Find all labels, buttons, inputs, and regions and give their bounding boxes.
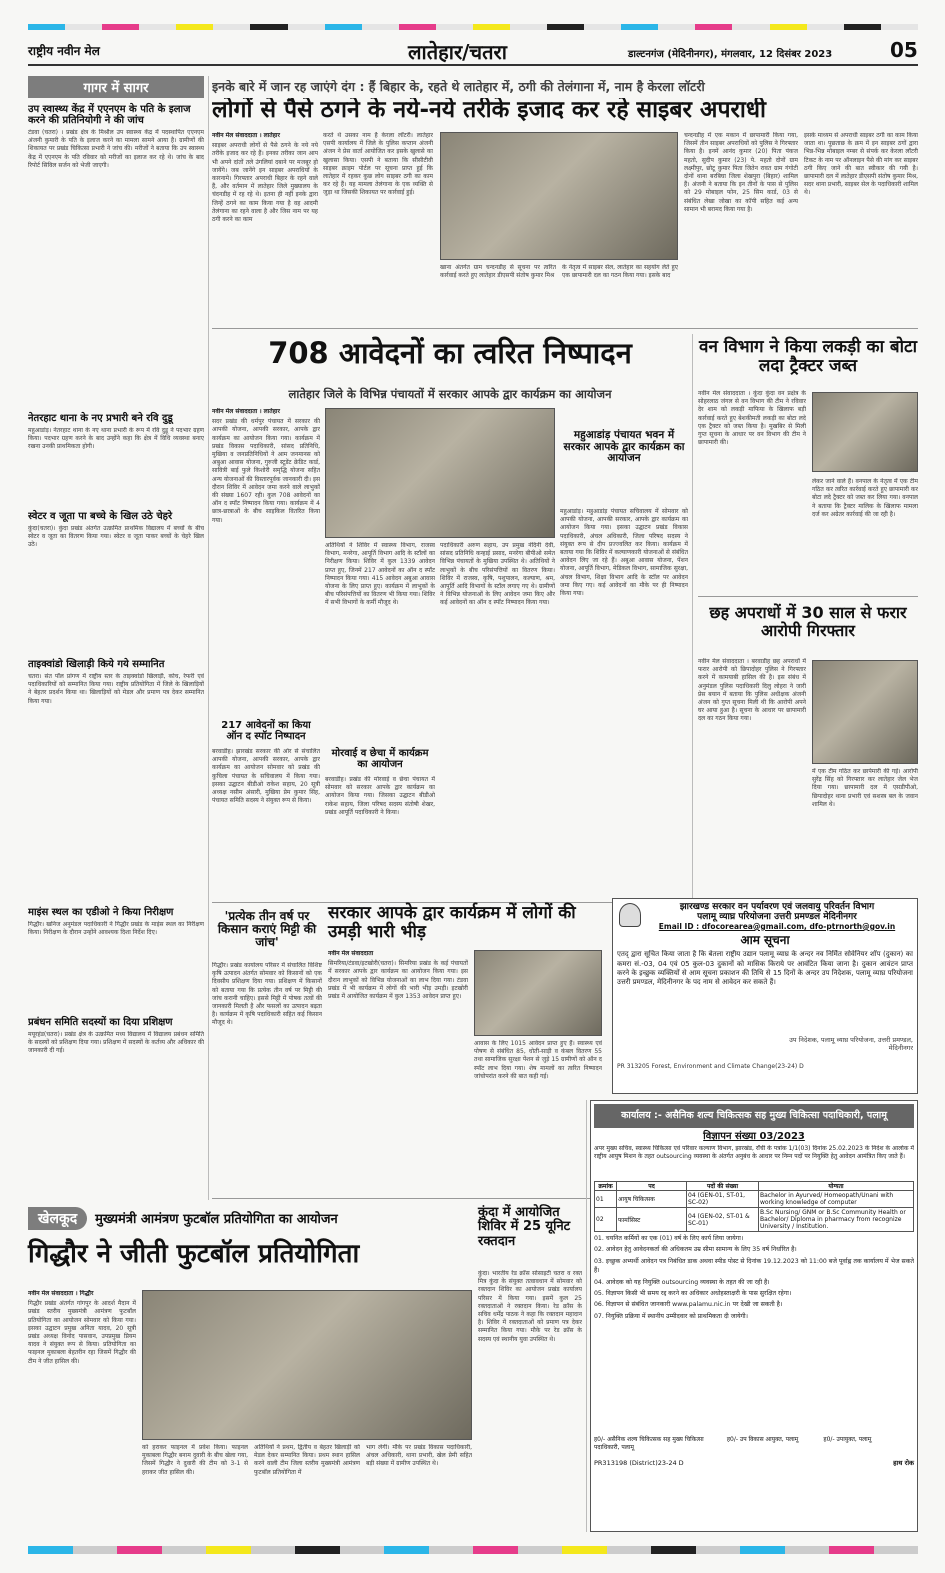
photo-seized-tractor — [812, 392, 918, 472]
ad-stamp: हाथ रोक — [893, 1459, 914, 1467]
brief-headline: नेतरहाट थाना के नए प्रभारी बने रवि दुडू — [28, 413, 173, 424]
sidebar-banner: गागर में सागर — [28, 76, 204, 98]
story-headline: छह अपराधों में 30 साल से फरार आरोपी गिरफ्तार — [709, 603, 907, 640]
story-body: बरवाडीह। झारखंड सरकार की ओर से संचालित आपकी योजना, आपकी सरकार, आपके द्वार कार्यक्रम का आयोजन सोमवार को प्रखंड की कुचिला पंचायत के सचिवालय में किया गया। इसका उद्घाटन बीडीओ राकेश सहाय, 20 सूत्री अध्यक्ष नसीम अंसारी, मुखिया प्रेम कुमार सिंह, पंचायत समिति सदस्य ने संयुक्त रूप से किया। — [212, 748, 320, 805]
story-body: लेकर जाने वाले हैं। वनपाल के नेतृत्व में एक टीम गठित कर त्वरित कार्रवाई करते हुए छापामारी कर बोटा लदे ट्रैक्टर को जब्त कर लिया गया। वनपाल ने बताया कि ट्रैक्टर मालिक के खिलाफ मामला दर्ज कर अग्रेतर कार्रवाई की जा रही है। — [812, 478, 918, 518]
byline: नवीन मेल संवाददाता । लातेहार — [212, 132, 280, 139]
emblem-icon — [619, 903, 641, 927]
notice-email: Email ID : dfocorearea@gmail.com, dfo-ptrnorth@gov.in — [658, 921, 896, 931]
story-body: नवीन मेल संवाददाता । लातेहार सदर प्रखंड की धर्मपुर पंचायत में सरकार की आपकी योजना, आपकी सरकार, आपके द्वार कार्यक्रम का आयोजन किया गया। कार्यक्रम में प्रखंड विकास पदाधिकारी, सांसद प्रतिनिधि, मुखिया व जनप्रतिनिधियों ने आम जनमानस को अबुआ आवास योजना, गुरुजी स्टूडेंट क्रेडिट कार्ड, सावित्री बाई फुले किशोरी समृद्धि योजना सहित अन्य योजनाओं की विस्तारपूर्वक जानकारी दी। इस दौरान शिविर में आवेदन जमा करने वाले लाभुकों की संख्या 1607 रही। कुल 708 आवेदनों का ऑन द स्पॉट निष्पादन किया गया। कार्यक्रम में 4 छात्र-छात्राओं के बीच साइकिल वितरित किया गया। — [212, 408, 320, 524]
ad-office-banner: कार्यालय :- असैनिक शल्य चिकित्सक सह मुख्य चिकित्सा पदाधिकारी, पलामू — [594, 1104, 914, 1128]
story-body: नवीन मेल संवाददाता सिमरिया/टंडवा/इटखोरी(चतरा)। सिमरिया प्रखंड के कई पंचायतों में सरकार आपके द्वार कार्यक्रम का आयोजन किया गया। इस दौरान लाभुकों को विभिन्न योजनाओं का लाभ दिया गया। टंडवा प्रखंड में भी कार्यक्रम में लोगों की भारी भीड़ उमड़ी। इटखोरी प्रखंड में आयोजित कार्यक्रम में कुल 1353 आवेदन प्राप्त हुए। — [328, 950, 468, 1001]
sidebar — [28, 76, 204, 1200]
photo-caption: खाना अंतर्गत ग्राम चन्दनडीह से सूचना पर त्वरित कार्रवाई करते हुए लातेहार डीएसपी संतोष कुमार मिश्र — [440, 264, 556, 280]
story-subheading: महुआडांड़ पंचायत भवन में सरकार आपके द्वार कार्यक्रम का आयोजन — [560, 430, 688, 465]
table-row: 01 आयुष चिकित्सक 04 (GEN-01, ST-01, SC-02) Bachelor in Ayurved/ Homeopath/Unani with working knowledge of computer — [595, 1191, 914, 1208]
story-subheading: 217 आवेदनों का किया ऑन द स्पॉट निष्पादन — [221, 720, 311, 742]
brief-headline: ताइक्वांडो खिलाड़ी किये गये सम्मानित — [28, 659, 165, 670]
forest-department-notice — [612, 898, 918, 1094]
lead-body: नवीन मेल संवाददाता । लातेहार साइबर अपराधी लोगों से पैसे ठगने के नये नये तरीके इजाद कर रहे हैं। इनका तरीका जान आप भी अपने दांतों तले उंगलियां दबाने पर मजबूर हो जायेंगे। जब जानेंगे इन साइबर अपराधियों के कारनामे। गिरफ्तार अपराधी बिहार के रहने वाले हैं, और वर्तमान में लातेहार जिले मुख्यालय के चंदनडीह में रह रहे थे। इतना ही नहीं इनके द्वारा जिन्हें ठगने का काम किया गया है वह आदमी तेलंगाना का रहने वाला है और जिस नाम पर यह ठगी करने का काम — [212, 132, 318, 224]
lead-headline: लोगों से पैसे ठगने के नये-नये तरीके इजाद कर रहे साइबर अपराधी — [212, 98, 766, 123]
section-title: लातेहार/चतरा — [408, 40, 507, 64]
sports-body: अतिथियों ने प्रथम, द्वितीय व बेहतर खिलाड़ी को मेडल देकर सम्मानित किया। प्रथम स्थान हासिल करने वाली टीम जिला स्तरीय मुख्यमंत्री आमंत्रण फुटबॉल प्रतियोगिता में — [254, 1444, 360, 1476]
health-department-advertisement — [590, 1100, 918, 1532]
story-body: गिद्धौर। प्रखंड कार्यालय परिसर में संचालित विशिष्ट कृषि उत्पादन अंतर्गत सोमवार को किसानों को एक दिवसीय प्रशिक्षण दिया गया। प्रशिक्षण में किसानों को बताया गया कि प्रत्येक तीन वर्ष पर मिट्टी की जांच करानी चाहिए। इससे मिट्टी में पोषक तत्वों की जानकारी मिलती है और फसलों का उत्पादन बढ़ता है। कार्यक्रम में कृषि पदाधिकारी सहित कई किसान मौजूद थे। — [212, 962, 322, 1027]
story-body: कुंदा। भारतीय रेड क्रॉस सोसाइटी चतरा व रक्त मित्र कुंदा के संयुक्त तत्वावधान में सोमवार को रक्तदान शिविर का आयोजन प्रखंड कार्यालय परिसर में किया गया। इसमें कुल 25 रक्तदाताओं ने रक्तदान किया। रेड क्रॉस के सचिव धर्मेंद्र पाठक ने कहा कि रक्तदान महादान है। शिविर में रक्तदाताओं को प्रमाण पत्र देकर सम्मानित किया गया। मौके पर रेड क्रॉस के सदस्य एवं स्थानीय युवा उपस्थित थे। — [478, 1270, 582, 1343]
photo-camp-event — [325, 408, 555, 538]
story-subhead: लातेहार जिले के विभिन्न पंचायतों में सरकार आपके द्वार कार्यक्रम का आयोजन — [288, 387, 612, 401]
ad-title: विज्ञापन संख्या 03/2023 — [703, 1131, 805, 1142]
sports-body: भाग लेगी। मौके पर प्रखंड विकास पदाधिकारी, अंचल अधिकारी, थाना प्रभारी, खेल प्रेमी सहित बड़ी संख्या में ग्रामीण उपस्थित थे। — [366, 1444, 472, 1468]
newspaper-logo: राष्ट्रीय नवीन मेल — [28, 44, 100, 58]
sports-section — [28, 1206, 460, 1230]
photo-arrested-accused — [440, 132, 678, 260]
story-body: बरवाडीह। प्रखंड की मोरवाई व छेचा पंचायत में सोमवार को सरकार आपके द्वार कार्यक्रम का आयोजन किया गया। जिसका उद्घाटन बीडीओ राकेश सहाय, जिला परिषद सदस्य संतोषी शेखर, प्रखंड आपूर्ति पदाधिकारी ने किया। — [325, 776, 435, 816]
brief-headline: प्रबंधन समिति सदस्यों का दिया प्रशिक्षण — [28, 1017, 173, 1028]
table-row: 02 फार्मासिस्ट 04 (GEN-02, ST-01 & SC-01) B.Sc Nursing/ GNM or B.Sc Community Health or Bachelor/ Diploma in pharmacy from recognize University / Institution. — [595, 1208, 914, 1232]
story-headline: 708 आवेदनों का त्वरित निष्पादन — [268, 336, 632, 370]
photo-football-ceremony — [142, 1290, 472, 1440]
sports-kicker: मुख्यमंत्री आमंत्रण फुटबॉल प्रतियोगिता का आयोजन — [95, 1212, 338, 1227]
story-body: पदाधिकारी अरुण सहाय, उप प्रमुख नंदिनी देवी, सांसद प्रतिनिधि कन्हाई प्रसाद, मनरेगा बीपीओ समेत विभिन्न पंचायतों के मुखिया उपस्थित थे। अतिथियों ने लाभुकों के बीच परिसंपत्तियों का वितरण किया। शिविर में राजस्व, कृषि, पशुपालन, कल्याण, श्रम, आपूर्ति आदि विभागों के स्टॉल लगाए गए थे। ग्रामीणों ने विभिन्न योजनाओं के लिए आवेदन जमा किए और कई आवेदनों का ऑन द स्पॉट निष्पादन किया गया। — [440, 542, 555, 607]
sports-tag: खेलकूद — [28, 1207, 87, 1230]
brief-body: गिद्धौर। खनिज अनुमंडल पदाधिकारी ने गिद्धौर प्रखंड के माइंस स्थल का निरीक्षण किया। निरीक्षण के दौरान उन्होंने आवश्यक दिशा निर्देश दिए। — [28, 921, 204, 937]
notice-signature: उप निदेशक, पलामू व्याघ्र परियोजना, उत्तरी प्रमण्डल, मेदिनीनगर — [789, 1036, 913, 1053]
story-body: आवास के लिए 1015 आवेदन प्राप्त हुए हैं। स्वास्थ्य एवं पोषण से संबंधित 85, धोती-साड़ी व कंबल वितरण 55 तथा सामाजिक सुरक्षा पेंशन से जुड़े 15 ग्रामीणों को ऑन द स्पॉट लाभ दिया गया। शेष मामलों का त्वरित निष्पादन जांचोपरांत करने की बात कही गई। — [474, 1040, 602, 1080]
brief-body: टंडवा (चतरा) । प्रखंड क्षेत्र के मिश्रौल उप स्वास्थ्य केंद्र में पदस्थापित एएनएम अंजनी कुमारी के पति के इलाज करने का मामला सामने आया है। ग्रामीणों की शिकायत पर प्रखंड चिकित्सा प्रभारी ने जांच की। मरीजों ने बताया कि उप स्वास्थ्य केंद्र में एएनएम के पति रविवार को मरीजों का इलाज कर रहे थे। जांच के बाद रिपोर्ट सिविल सर्जन को भेजी जाएगी। — [28, 129, 204, 169]
notice-body: एतद् द्वारा सूचित किया जाता है कि बेतला राष्ट्रीय उद्यान पलामू व्याघ्र के अन्दर नव निर्मित सोवेनियर शॉप (दुकान) का कमरा सं.-03, 04 एवं 05 कुल-03 दुकानों को मासिक किराये पर आवंटित किया जाना है। दुकान आवंटन प्राप्त करने के इच्छुक व्यक्तियों से आम सूचना प्रकाशन की तिथि से 15 दिनों के अन्दर उप निदेशक, पलामू व्याघ्र परियोजना उत्तरी प्रमण्डल, मेदिनीनगर के पद नाम से आवेदन कर सकते हैं। — [617, 950, 913, 987]
crop-marks-top — [28, 24, 918, 30]
table-header: पदों की संख्या — [687, 1182, 759, 1191]
brief-body: महुआडांड़। नेतरहाट थाना के नए थाना प्रभारी के रूप में रवि दुडू ने पदभार ग्रहण किया। पदभार ग्रहण करने के बाद उन्होंने कहा कि क्षेत्र में विधि व्यवस्था बनाए रखना उनकी प्राथमिकता होगी। — [28, 427, 204, 451]
sports-body: को हराकर फाइनल में प्रवेश किया। फाइनल मुकाबला गिद्धौर बनाम दुवारी के बीच खेला गया, जिसमें गिद्धौर ने दुवारी की टीम को 3-1 से हराकर जीत हासिल की। — [142, 1444, 248, 1476]
story-body: अतिथियों ने शिविर में स्वास्थ्य विभाग, राजस्व विभाग, मनरेगा, आपूर्ति विभाग आदि के स्टॉलों का निरीक्षण किया। शिविर में कुल 1339 आवेदन प्राप्त हुए, जिनमें 217 आवेदनों का ऑन द स्पॉट निष्पादन किया गया। 415 आवेदन अबुआ आवास योजना के लिए प्राप्त हुए। कार्यक्रम में लाभुकों के बीच परिसंपत्तियों का वितरण भी किया गया। शिविर में सभी विभागों के कर्मी मौजूद थे। — [325, 542, 435, 607]
notice-pr-number: PR 313205 Forest, Environment and Climate Change(23-24) D — [617, 1063, 804, 1071]
lead-kicker: इनके बारे में जान रह जाएंगे दंग : हैं बिहार के, रहते थे लातेहार में, ठगी की तेलंगाना में, नाम है केरला लॉटरी — [212, 80, 705, 94]
story-headline: 'प्रत्येक तीन वर्ष पर किसान कराएं मिट्टी की जांच' — [217, 909, 317, 950]
notice-office: पलामू व्याघ्र परियोजना उत्तरी प्रमण्डल मेदिनीनगर — [697, 911, 857, 922]
lead-body: इसके माध्यम से अपराधी साइबर ठगी का काम किया जाता था। पूछताछ के क्रम में इन साइबर ठगों द्वारा भिन्न-भिन्न मोबाइल नम्बर से संपर्क कर केरला लॉटरी टिकट के नाम पर ऑनलाइन पैसे की मांग कर साइबर ठगी किए जाने की बात स्वीकार की गयी है। छापामारी दल में लातेहार डीएसपी संतोष कुमार मिश्र, सदर थाना प्रभारी, साइबर सेल के पदाधिकारी शामिल थे। — [804, 132, 918, 197]
ad-footer — [594, 1458, 914, 1467]
lead-body: चन्दनडीह में एक मकान में छापामारी किया गया, जिसमें तीन साइबर अपराधियों को पुलिस ने गिरफ्तार किया है। इनमें आनंद कुमार (20) पिता पंकज महतो, सुदीप कुमार (23) पे. महतो दोनों ग्राम लक्ष्मीपुर, छोटू कुमार पिता जितेन रावत ग्राम गंगोटी दोनों थाना बरबिघा जिला शेखपुरा (बिहार) शामिल हैं। अंजनी ने बताया कि इन तीनों के पास से पुलिस को 29 मोबाइल फोन, 25 सिम कार्ड, 03 से संबंधित लेखा जोखा का कॉपी सहित कई अन्य सामान भी बरामद किया गया है। — [684, 132, 798, 213]
story-body: में एक टीम गठित कर छापेमारी की गई। आरोपी सुरेंद्र सिंह को गिरफ्तार कर लातेहार जेल भेज दिया गया। छापामारी दल में एसडीपीओ, छिपादोहर थाना प्रभारी एवं सशस्त्र बल के जवान शामिल थे। — [812, 768, 918, 808]
ad-intro: अपर मुख्य सचिव, स्वास्थ्य चिकित्सा एवं परिवार कल्याण विभाग, झारखंड, राँची के पत्रांक 1/1(03) दिनांक 25.02.2023 के निदेश के आलोक में राष्ट्रीय आयुष मिशन के तहत outsourcing व्यवस्था के अंतर्गत अनुबंध के आधार पर निम्न पदों पर नियुक्ति हेतु आवेदन आमंत्रित किए जाते हैं। — [594, 1145, 914, 1161]
sports-body: नवीन मेल संवाददाता । गिद्धौर गिद्धौर प्रखंड अंतर्गत गांगपुर के आदर्श मैदान में प्रखंड स्तरीय मुख्यमंत्री आमंत्रण फुटबॉल प्रतियोगिता का आयोजन सोमवार को किया गया। इसका उद्घाटन प्रमुख अनिता यादव, 20 सूत्री प्रखंड अध्यक्ष विनोद पासवान, उपप्रमुख प्रियम यादव ने संयुक्त रूप से किया। प्रतियोगिता का फाइनल मुकाबला बेहतरीन रहा जिसमें गिद्धौर की टीम ने जीत हासिल की। — [28, 1290, 136, 1365]
sports-headline: गिद्धौर ने जीती फुटबॉल प्रतियोगिता — [28, 1239, 360, 1269]
ad-pr-number: PR313198 (District)23-24 D — [594, 1458, 684, 1467]
notice-department: झारखण्ड सरकार वन पर्यावरण एवं जलवायु परिवर्तन विभाग — [679, 902, 875, 912]
brief-headline: माइंस स्थल का एडीओ ने किया निरीक्षण — [28, 907, 174, 918]
story-body: नवीन मेल संवाददाता । कुंदा कुंदा वन प्रक्षेत्र के सोहरलाठ जंगल से वन विभाग की टीम ने रविवार देर शाम को लकड़ी माफिया के खिलाफ बड़ी कार्रवाई करते हुए बेशकीमती लकड़ी का बोटा लदे एक ट्रैक्टर को जब्त किया है। मुखबिर से मिली गुप्त सूचना के आधार पर वन विभाग की टीम ने छापामारी की। — [698, 390, 806, 447]
ad-signatures: ह0/- असैनिक शल्य चिकित्सक सह मुख्य चिकित्सा पदाधिकारी, पलामू ह0/- उप विकास आयुक्त, पलामू ह0/- उपायुक्त, पलामू — [594, 1436, 872, 1451]
page-number: 05 — [890, 38, 918, 62]
brief-headline: उप स्वास्थ्य केंद्र में एएनएम के पति के इलाज करने की प्रतिनियोगी ने की जांच — [28, 104, 191, 126]
masthead — [28, 36, 918, 66]
story-body: नवीन मेल संवाददाता । बरवाडीह छह अपराधों में फरार आरोपी को छिपादोहर पुलिस ने गिरफ्तार करने में कामयाबी हासिल की है। इस संबंध में अनुमंडल पुलिस पदाधिकारी दिलु लोहरा ने जारी प्रेस बयान में बताया कि पुलिस अधीक्षक अंजनी अंजन को गुप्त सूचना मिली थी कि आरोपी अपने घर आया हुआ है। सूचना के आधार पर छापामारी दल का गठन किया गया। — [698, 658, 806, 723]
ad-vacancy-table — [594, 1181, 914, 1232]
story-headline: वन विभाग ने किया लकड़ी का बोटा लदा ट्रैक्टर जब्त — [699, 337, 917, 376]
lead-body: करते थे उसका नाम है केरला लॉटरी। लातेहार एसपी कार्यालय में जिले के पुलिस कप्तान अंजनी अंजन ने प्रेस वार्ता आयोजित कर इसके खुलासे का खुलासा किया। एसपी ने बताया कि सीसीटीवी साइबर क्राइम पोर्टल पर सूचना प्राप्त हुई कि लातेहार में रहकर कुछ लोग साइबर ठगी का काम कर रहे हैं। यह मामला तेलंगाना के एक व्यक्ति से जुड़ा था जिसकी शिकायत पर कार्रवाई हुई। — [323, 132, 433, 197]
story-subheading: मोरवाई व छेचा में कार्यक्रम का आयोजन — [331, 748, 429, 770]
story-headline: कुंदा में आयोजित शिविर में 25 यूनिट रक्तदान — [478, 1205, 571, 1249]
table-header: पद — [617, 1182, 687, 1191]
notice-title: आम सूचना — [740, 933, 790, 948]
brief-headline: स्वेटर व जूता पा बच्चे के खिल उठे चेहरे — [28, 511, 173, 522]
brief-body: चतरा। संत पॉल प्रांगण में राष्ट्रीय स्तर के ताइक्वांडो खिलाड़ी, कोच, रेफरी एवं पदाधिकारियों को सम्मानित किया गया। राष्ट्रीय प्रतियोगिता में जिले के खिलाड़ियों ने बेहतर प्रदर्शन किया था। खिलाड़ियों को मेडल और प्रमाण पत्र देकर सम्मानित किया गया। — [28, 673, 204, 705]
ad-notes: 01. चयनित कर्मियों का एक (01) वर्ष के लिए कार्य लिया जायेगा। 02. आवेदन हेतु आवेदनकर्ता की अधिकतम उम्र सीमा सामान्य के लिए 35 वर्ष निर्धारित है। 03. इच्छुक अभ्यर्थी आवेदन पत्र निबंधित डाक अथवा स्पीड पोस्ट से दिनांक 19.12.2023 को 11:00 बजे पूर्वाह्न तक कार्यालय में भेज सकते हैं। 04. आवेदक को यह नियुक्ति outsourcing व्यवस्था के तहत की जा रही है। 05. विज्ञापन किसी भी समय रद्द करने का अधिकार अधोहस्ताक्षरी के पास सुरक्षित रहेगा। 06. विज्ञापन से संबंधित जानकारी www.palamu.nic.in पर देखी जा सकती है। 07. नियुक्ति प्रक्रिया में स्थानीय उम्मीदवार को प्राथमिकता दी जायेगी। — [594, 1235, 914, 1320]
story-body: महुआडांड़। महुआडांड़ पंचायत सचिवालय में सोमवार को आपकी योजना, आपकी सरकार, आपके द्वार कार्यक्रम का आयोजन किया गया। इसका उद्घाटन प्रखंड विकास पदाधिकारी, अंचल अधिकारी, जिला परिषद सदस्य ने संयुक्त रूप से दीप प्रज्ज्वलित कर किया। कार्यक्रम में बताया गया कि शिविर में कल्याणकारी योजनाओं से संबंधित आवेदन लिए जा रहे हैं। अबुआ आवास योजना, पेंशन योजना, आपूर्ति विभाग, मेडिकल विभाग, सामाजिक सुरक्षा, अंचल विभाग, शिक्षा विभाग आदि के स्टॉल पर आवेदन जमा किए गए। कई आवेदनों का मौके पर ही निष्पादन किया गया। — [560, 508, 688, 598]
table-header: क्रमांक — [595, 1182, 617, 1191]
photo-caption: के नेतृत्व में साइबर सेल, लातेहार का सहयोग लेते हुए एक छापामारी दल का गठन किया गया। इसके बाद — [562, 264, 678, 280]
story-headline: सरकार आपके द्वार कार्यक्रम में लोगों की उमड़ी भारी भीड़ — [328, 903, 576, 942]
dateline: डाल्टनगंज (मेदिनीनगर), मंगलवार, 12 दिसंबर 2023 — [628, 49, 833, 60]
crop-marks-bottom — [28, 1546, 918, 1554]
photo-camp-crowd — [474, 950, 602, 1036]
table-header: योग्यता — [759, 1182, 914, 1191]
brief-body: मयूरहंड(चतरा)। प्रखंड क्षेत्र के उत्क्रमित मध्य विद्यालय में विद्यालय प्रबंधन समिति के सदस्यों को प्रशिक्षण दिया गया। प्रशिक्षण में सदस्यों के कर्तव्य और अधिकार की जानकारी दी गई। — [28, 1031, 204, 1055]
photo-arrested-accused — [812, 660, 918, 764]
brief-body: कुंदा(चतरा)। कुंदा प्रखंड अंतर्गत उत्क्रमित प्राथमिक विद्यालय में बच्चों के बीच स्वेटर व जूता का वितरण किया गया। स्वेटर व जूता पाकर बच्चों के चेहरे खिल उठे। — [28, 525, 204, 549]
